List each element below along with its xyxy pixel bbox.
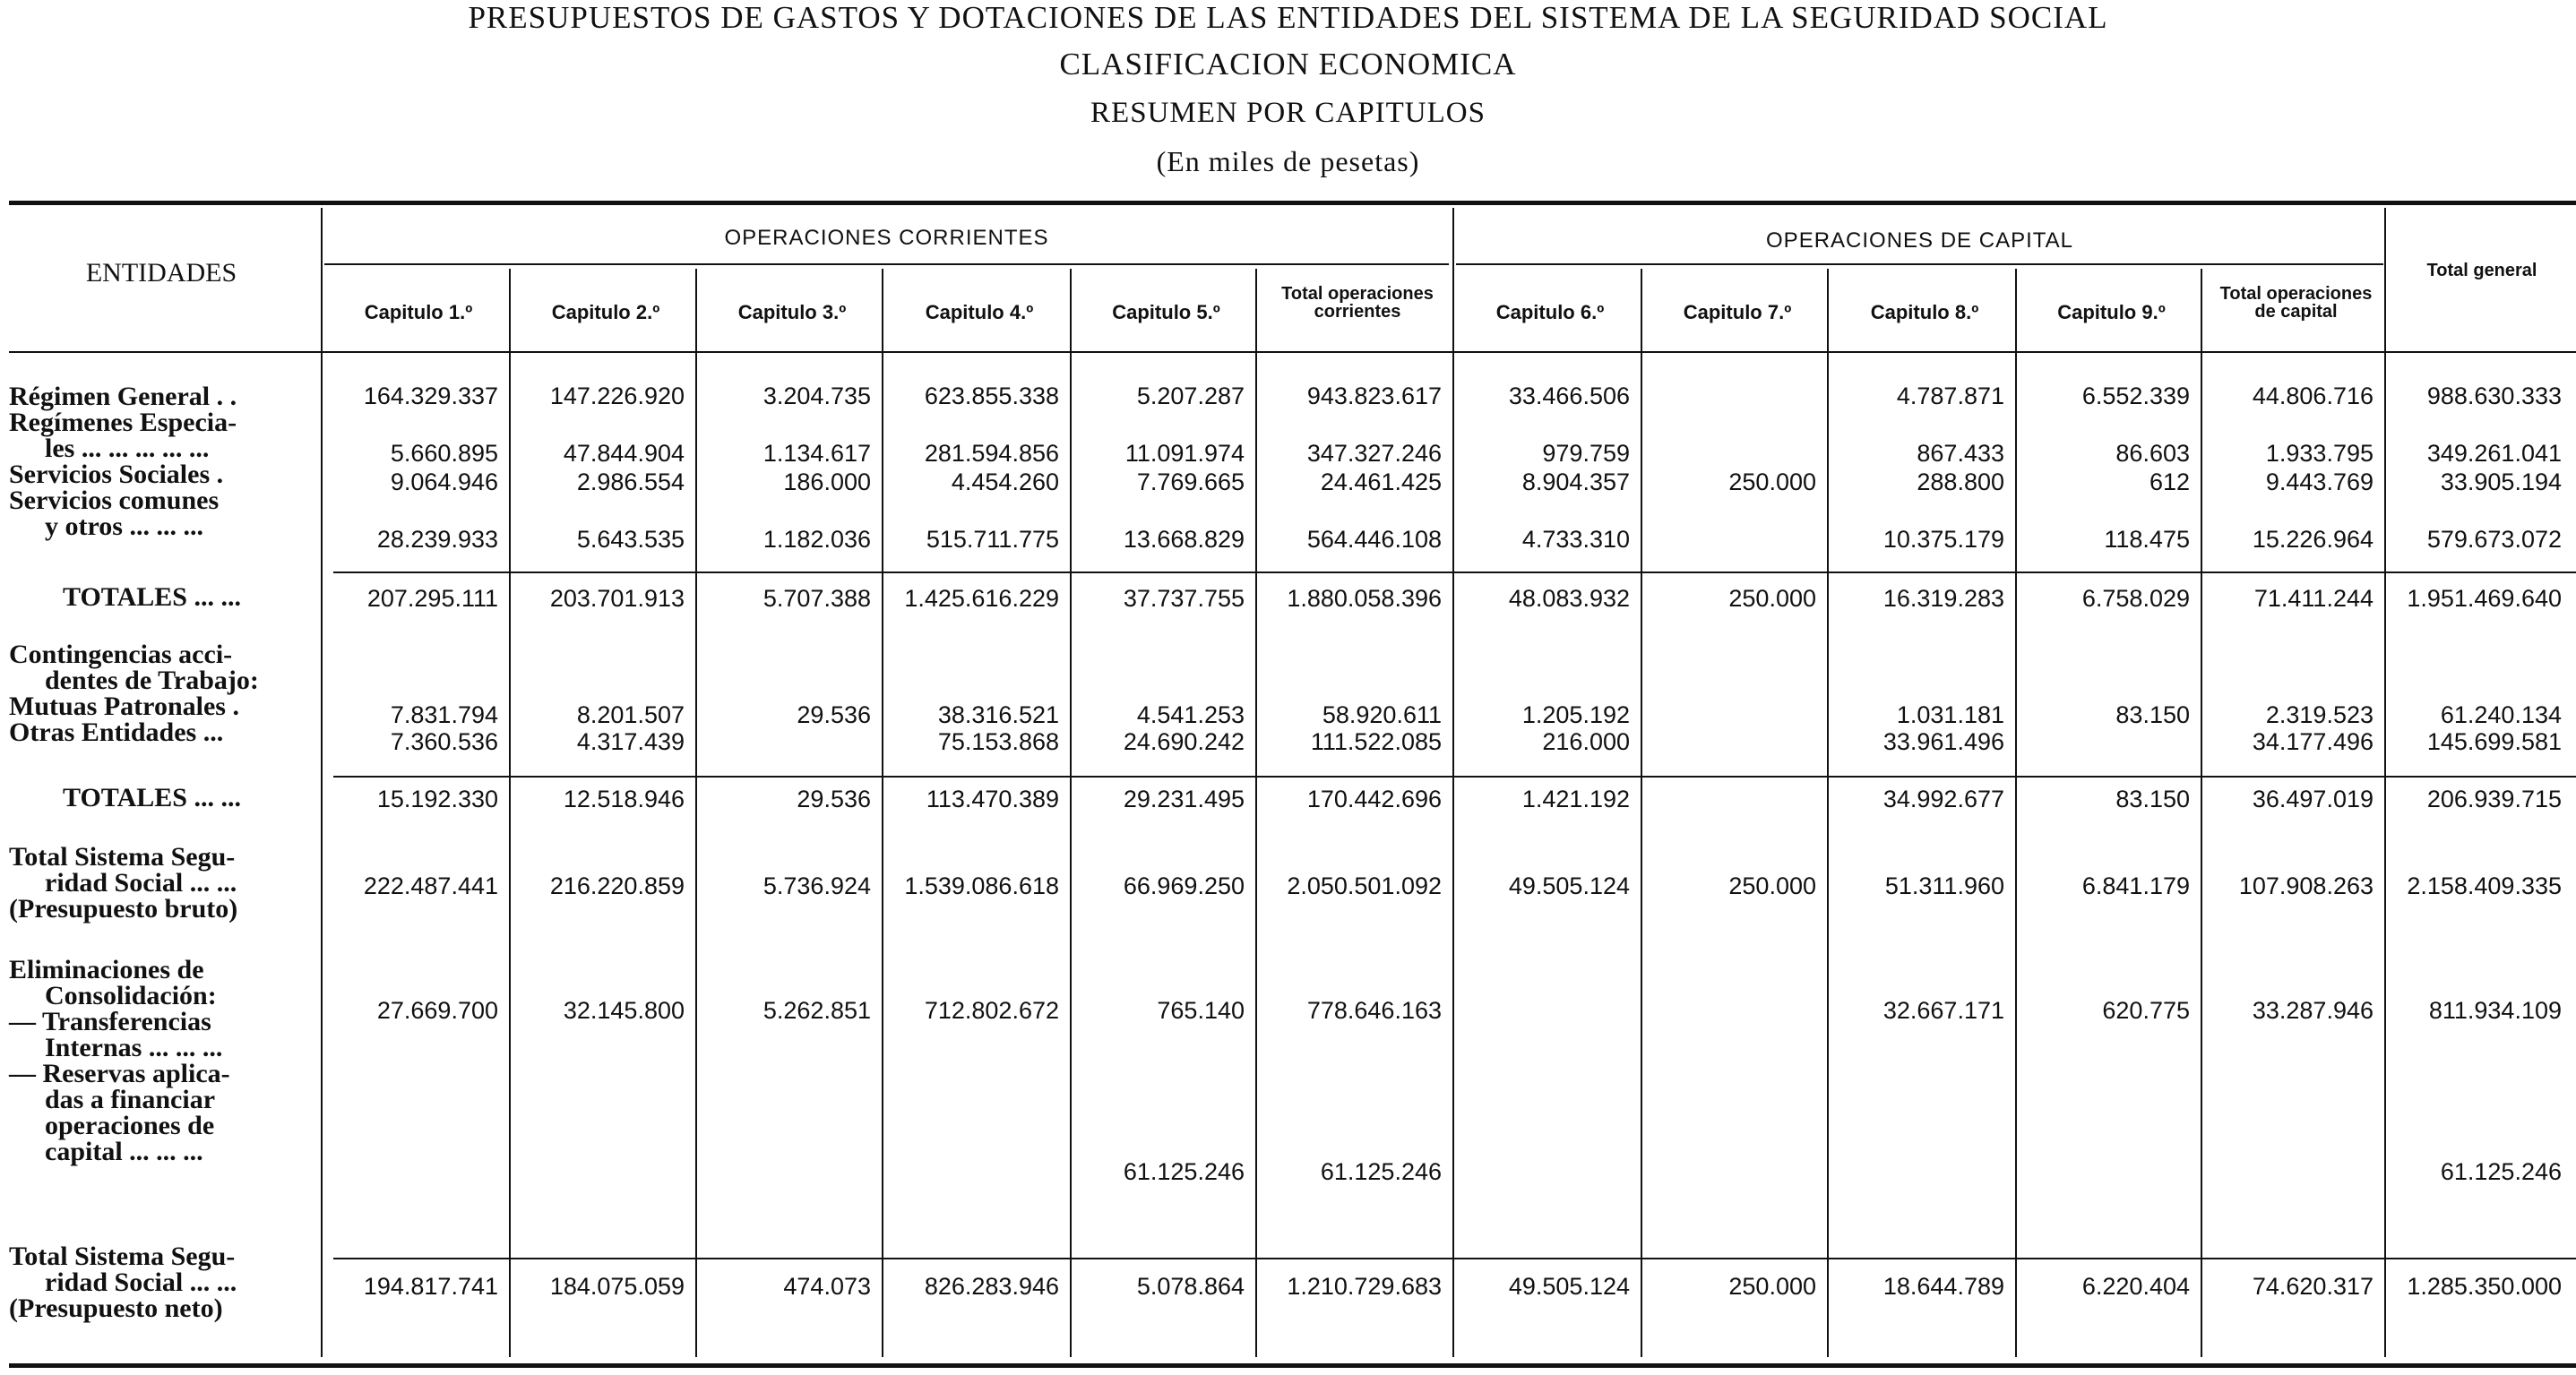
table-cell-mutuas: 58.920.611 [1322,701,1442,728]
table-cell-servicios-comunes: 515.711.775 [926,526,1059,553]
column-header: Capitulo 1.º [364,301,473,323]
label-block-contingencias [9,641,305,745]
label-total-sistema-bruto-cont: ridad Social ... ... [45,868,237,898]
table-cell-totales-2: 15.192.330 [376,786,498,812]
table-cell-otras: 4.317.439 [576,728,685,755]
table-cell-tsn: 474.073 [783,1273,871,1300]
column-rule [1641,269,1642,1357]
label-contingencias: Contingencias acci- [9,640,233,669]
label-total-sistema-neto-cont: ridad Social ... ... [45,1268,237,1297]
table-cell-servicios-sociales: 7.769.665 [1136,468,1245,495]
table-cell-regimenes-especiales: 1.933.795 [2265,440,2374,467]
table-cell-tsb: 216.220.859 [549,872,685,899]
table-cell-totales-1: 48.083.932 [1508,585,1630,612]
table-cell-regimen-general: 4.787.871 [1896,382,2004,409]
label-block-total-neto [9,1243,305,1321]
table-cell-servicios-comunes: 28.239.933 [376,526,498,553]
table-cell-mutuas: 8.201.507 [576,701,685,728]
table-cell-servicios-comunes: 15.226.964 [2252,526,2374,553]
table-cell-regimenes-especiales: 5.660.895 [390,440,498,467]
table-cell-servicios-sociales: 288.800 [1917,468,2004,495]
table-cell-regimenes-especiales: 281.594.856 [924,440,1059,467]
table-cell-regimen-general: 5.207.287 [1136,382,1245,409]
label-contingencias-cont: dentes de Trabajo: [45,666,259,695]
table-cell-mutuas: 38.316.521 [937,701,1059,728]
column-header: Total operaciones corrientes [1281,284,1434,322]
column-rule [1452,208,1454,1357]
table-cell-servicios-sociales: 186.000 [783,468,871,495]
table-cell-regimen-general: 943.823.617 [1306,382,1442,409]
table-cell-regimen-general: 6.552.339 [2081,382,2190,409]
column-rule [1255,269,1257,1357]
label-mutuas-patronales: Mutuas Patronales . [9,692,239,721]
table-cell-servicios-sociales: 24.461.425 [1320,468,1442,495]
classification-subtitle: CLASIFICACION ECONOMICA [1059,47,1517,82]
table-cell-tsn: 250.000 [1728,1273,1816,1300]
table-cell-mutuas: 7.831.794 [390,701,498,728]
column-header: Capitulo 8.º [1870,301,1979,323]
label-totales-1 [9,584,305,610]
table-cell-regimenes-especiales: 1.134.617 [762,440,871,467]
table-cell-transferencias: 712.802.672 [924,997,1059,1024]
label-presupuesto-neto: (Presupuesto neto) [9,1293,223,1323]
table-cell-mutuas: 1.205.192 [1521,701,1630,728]
table-cell-totales-2: 83.150 [2115,786,2190,812]
table-cell-tsn: 18.644.789 [1882,1273,2004,1300]
table-cell-reservas: 61.125.246 [2440,1158,2562,1185]
table-cell-tsb: 107.908.263 [2238,872,2374,899]
table-cell-reservas: 61.125.246 [1123,1158,1245,1185]
table-cell-reservas: 61.125.246 [1320,1158,1442,1185]
group-rule-capital [1456,263,2383,265]
table-cell-tsn: 1.210.729.683 [1287,1273,1442,1300]
table-cell-servicios-comunes: 1.182.036 [762,526,871,553]
table-cell-regimen-general: 44.806.716 [2252,382,2374,409]
label-total-sistema-neto: Total Sistema Segu- [9,1242,236,1271]
label-consolidacion: Consolidación: [45,981,217,1010]
table-cell-tsb: 1.539.086.618 [904,872,1059,899]
column-rule [1070,269,1072,1357]
header-operaciones-capital: OPERACIONES DE CAPITAL [1766,228,2073,253]
document-title: PRESUPUESTOS DE GASTOS Y DOTACIONES DE LAS ENTIDADES DEL SISTEMA DE LA SEGURIDAD SOCIAL [468,0,2108,35]
table-cell-mutuas: 2.319.523 [2265,701,2374,728]
table-cell-regimenes-especiales: 347.327.246 [1306,440,1442,467]
table-cell-regimen-general: 988.630.333 [2426,382,2562,409]
table-cell-otras: 33.961.496 [1882,728,2004,755]
table-cell-totales-1: 1.880.058.396 [1287,585,1442,612]
table-cell-servicios-sociales: 4.454.260 [951,468,1059,495]
table-cell-tsn: 5.078.864 [1136,1273,1245,1300]
table-cell-servicios-comunes: 10.375.179 [1882,526,2004,553]
table-cell-totales-1: 6.758.029 [2081,585,2190,612]
table-cell-servicios-comunes: 4.733.310 [1521,526,1630,553]
column-rule [1827,269,1829,1357]
table-cell-tsb: 2.158.409.335 [2407,872,2562,899]
label-block-total-bruto [9,844,305,922]
column-rule [695,269,697,1357]
table-cell-regimen-general: 164.329.337 [363,382,498,409]
label-servicios-comunes-cont: y otros ... ... ... [45,511,203,541]
label-regimen-general: Régimen General . . [9,382,237,411]
table-cell-mutuas: 29.536 [797,701,871,728]
table-cell-transferencias: 778.646.163 [1306,997,1442,1024]
table-cell-servicios-comunes: 5.643.535 [576,526,685,553]
header-operaciones-corrientes: OPERACIONES CORRIENTES [724,226,1049,250]
subtotal-rule-1 [333,571,2576,573]
label-reservas-cont2: operaciones de [45,1111,215,1140]
table-cell-transferencias: 32.667.171 [1882,997,2004,1024]
table-cell-totales-2: 29.231.495 [1123,786,1245,812]
net-total-rule [333,1258,2576,1259]
table-cell-totales-1: 71.411.244 [2253,585,2374,612]
table-cell-servicios-comunes: 564.446.108 [1306,526,1442,553]
table-cell-mutuas: 61.240.134 [2440,701,2562,728]
table-cell-mutuas: 1.031.181 [1896,701,2004,728]
label-otras-entidades: Otras Entidades ... [9,718,224,747]
table-cell-totales-2: 12.518.946 [563,786,685,812]
column-header: Capitulo 5.º [1112,301,1220,323]
table-cell-tsn: 826.283.946 [924,1273,1059,1300]
table-cell-totales-1: 203.701.913 [549,585,685,612]
label-totales-2-text: TOTALES ... ... [63,783,241,812]
table-cell-regimenes-especiales: 979.759 [1542,440,1630,467]
table-cell-totales-2: 170.442.696 [1306,786,1442,812]
column-header: Capitulo 7.º [1683,301,1792,323]
column-rule [2201,269,2202,1357]
table-cell-transferencias: 811.934.109 [2428,997,2562,1024]
table-cell-tsb: 51.311.960 [1884,872,2004,899]
table-cell-servicios-comunes: 118.475 [2104,526,2190,553]
table-cell-transferencias: 32.145.800 [563,997,685,1024]
label-regimenes-especiales: Regímenes Especia- [9,408,237,437]
units-note: (En miles de pesetas) [1156,145,1420,177]
label-regimenes-especiales-cont: les ... ... ... ... ... [45,434,210,463]
table-cell-otras: 145.699.581 [2426,728,2562,755]
table-cell-transferencias: 765.140 [1157,997,1245,1024]
table-cell-tsn: 49.505.124 [1508,1273,1630,1300]
table-cell-regimenes-especiales: 867.433 [1917,440,2004,467]
table-cell-totales-2: 36.497.019 [2252,786,2374,812]
table-cell-mutuas: 83.150 [2115,701,2190,728]
table-cell-servicios-sociales: 612 [2149,468,2190,495]
column-rule [321,208,323,1357]
table-cell-regimenes-especiales: 11.091.974 [1124,440,1245,467]
label-totales-2 [9,785,305,811]
table-cell-mutuas: 4.541.253 [1136,701,1245,728]
table-top-rule [9,201,2576,205]
subtotal-rule-2 [333,776,2576,778]
table-cell-servicios-comunes: 13.668.829 [1123,526,1245,553]
table-cell-tsb: 6.841.179 [2081,872,2190,899]
label-transferencias-cont: Internas ... ... ... [45,1033,223,1062]
table-cell-servicios-comunes: 579.673.072 [2426,526,2562,553]
column-rule [2384,208,2386,1357]
table-cell-tsn: 1.285.350.000 [2407,1273,2562,1300]
table-cell-totales-2: 1.421.192 [1521,786,1630,812]
table-cell-totales-1: 16.319.283 [1882,585,2004,612]
label-reservas-cont3: capital ... ... ... [45,1137,203,1166]
table-cell-servicios-sociales: 8.904.357 [1521,468,1630,495]
table-cell-tsb: 2.050.501.092 [1287,872,1442,899]
column-header: Total operaciones de capital [2219,284,2373,322]
table-cell-regimen-general: 3.204.735 [762,382,871,409]
table-cell-otras: 34.177.496 [2252,728,2374,755]
table-bottom-rule [9,1363,2576,1368]
table-cell-regimenes-especiales: 349.261.041 [2426,440,2562,467]
column-header: Capitulo 6.º [1495,301,1605,323]
table-cell-totales-2: 34.992.677 [1882,786,2004,812]
table-cell-transferencias: 33.287.946 [2252,997,2374,1024]
table-cell-servicios-sociales: 33.905.194 [2440,468,2562,495]
table-cell-servicios-sociales: 9.064.946 [390,468,498,495]
column-rule [509,269,511,1357]
column-header: Capitulo 2.º [551,301,660,323]
table-cell-tsb: 5.736.924 [762,872,871,899]
table-cell-regimen-general: 147.226.920 [549,382,685,409]
table-cell-tsb: 49.505.124 [1508,872,1630,899]
table-cell-totales-1: 5.707.388 [762,585,871,612]
header-bottom-rule [9,351,2576,353]
table-cell-tsn: 184.075.059 [549,1273,685,1300]
table-cell-totales-1: 37.737.755 [1123,585,1245,612]
column-rule [2015,269,2017,1357]
table-cell-transferencias: 5.262.851 [762,997,871,1024]
label-total-sistema-bruto: Total Sistema Segu- [9,842,236,872]
table-cell-totales-2: 206.939.715 [2426,786,2562,812]
column-header: Capitulo 4.º [925,301,1034,323]
table-cell-regimen-general: 623.855.338 [924,382,1059,409]
table-cell-totales-2: 29.536 [797,786,871,812]
label-totales-1-text: TOTALES ... ... [63,582,241,612]
table-cell-tsn: 6.220.404 [2081,1273,2190,1300]
label-presupuesto-bruto: (Presupuesto bruto) [9,894,238,924]
label-reservas: — Reservas aplica- [9,1059,230,1088]
table-cell-otras: 7.360.536 [390,728,498,755]
table-cell-regimenes-especiales: 47.844.904 [563,440,685,467]
table-cell-totales-2: 113.470.389 [926,786,1059,812]
table-cell-totales-1: 1.951.469.640 [2407,585,2562,612]
header-entidades: ENTIDADES [85,258,237,288]
table-cell-transferencias: 620.775 [2102,997,2190,1024]
label-block-regimenes [9,383,305,539]
table-cell-tsb: 222.487.441 [363,872,498,899]
table-cell-regimen-general: 33.466.506 [1508,382,1630,409]
table-cell-otras: 111.522.085 [1310,728,1442,755]
table-cell-tsb: 66.969.250 [1123,872,1245,899]
group-rule-corrientes [324,263,1449,265]
label-servicios-sociales: Servicios Sociales . [9,460,224,489]
table-cell-regimenes-especiales: 86.603 [2115,440,2190,467]
table-cell-otras: 216.000 [1542,728,1630,755]
table-cell-totales-1: 207.295.111 [366,585,498,612]
label-reservas-cont: das a financiar [45,1085,216,1114]
table-cell-tsn: 194.817.741 [363,1273,498,1300]
label-block-eliminaciones [9,957,305,1164]
table-cell-totales-1: 250.000 [1728,585,1816,612]
table-cell-servicios-sociales: 250.000 [1728,468,1816,495]
label-eliminaciones: Eliminaciones de [9,955,204,984]
table-cell-transferencias: 27.669.700 [376,997,498,1024]
table-cell-otras: 24.690.242 [1123,728,1245,755]
table-cell-otras: 75.153.868 [937,728,1059,755]
table-cell-tsn: 74.620.317 [2252,1273,2374,1300]
table-cell-totales-1: 1.425.616.229 [904,585,1059,612]
column-header: Total general [2426,261,2537,280]
column-rule [882,269,883,1357]
table-cell-servicios-sociales: 2.986.554 [576,468,685,495]
column-header: Capitulo 9.º [2057,301,2166,323]
label-servicios-comunes: Servicios comunes [9,486,220,515]
column-header: Capitulo 3.º [737,301,847,323]
label-transferencias: — Transferencias [9,1007,211,1036]
summary-subtitle: RESUMEN POR CAPITULOS [1090,97,1486,129]
table-cell-tsb: 250.000 [1728,872,1816,899]
table-cell-servicios-sociales: 9.443.769 [2265,468,2374,495]
